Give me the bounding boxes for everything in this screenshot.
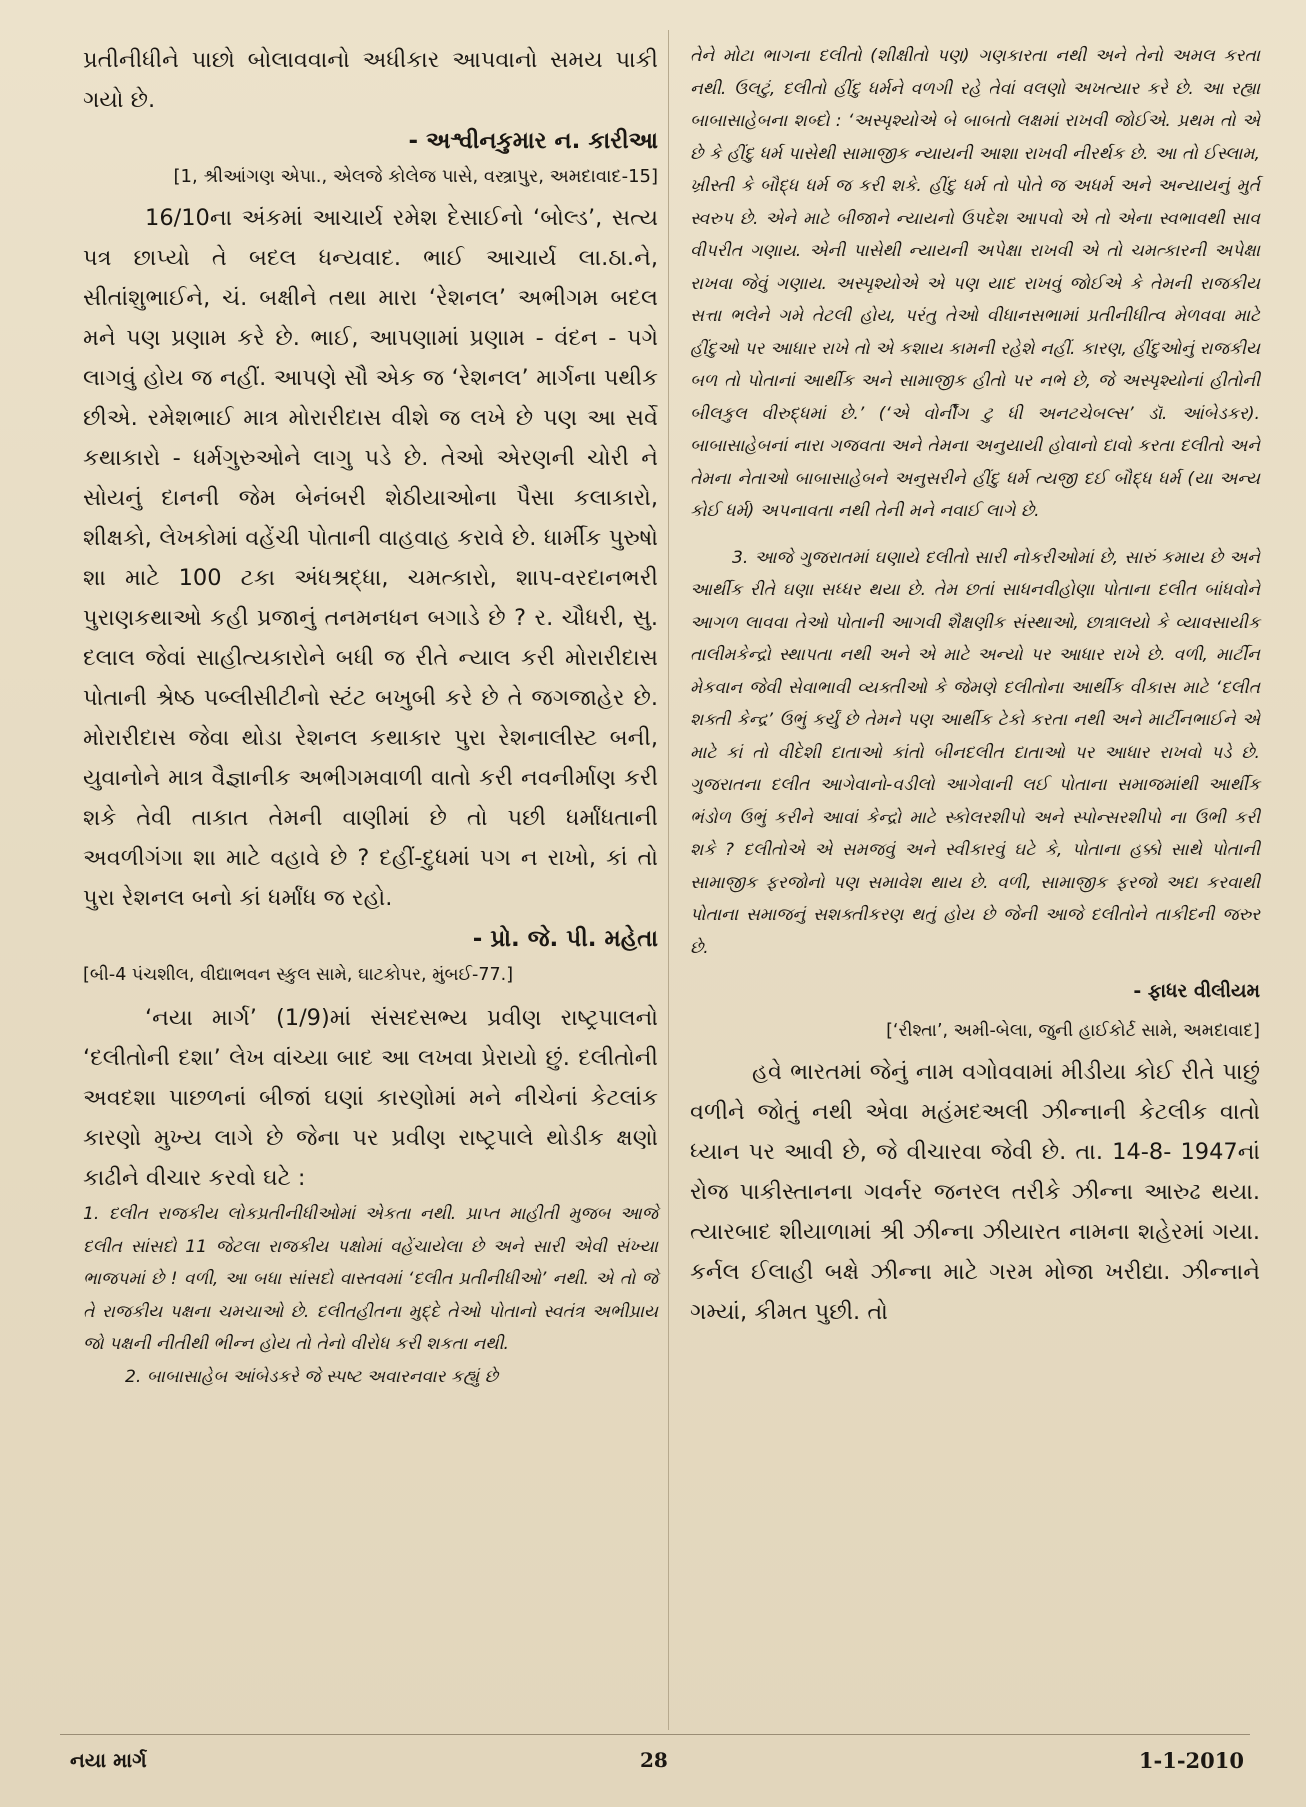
letter1-address: [1, શ્રીઆંગણ એપા., એલજે કોલેજ પાસે, વસ્ત્રાપુર, અમદાવાદ-15] (173, 166, 658, 187)
letter4-body: હવે ભારતમાં જેનું નામ વગોવવામાં મીડીયા કોઈ રીતે પાછું વળીને જોતું નથી એવા મહંમદઅલી ઝીન્નાની કેટલીક વાતો ધ્યાન પર આવી છે, જે વીચારવા જેવી છે. તા. 14-8- 1947નાં રોજ પાકીસ્તાનના ગવર્નર જનરલ તરીકે ઝીન્ના આરુઢ થયા. ત્યારબાદ શીયાળામાં શ્રી ઝીન્ના ઝીયારત નામના શહેરમાં ગયા. કર્નલ ઈલાહી બક્ષે ઝીન્ના માટે ગરમ મોજા ખરીદ્યા. ઝીન્નાને ગમ્યાં, કીમત પુછી. તો (690, 1059, 1260, 1325)
letter3-point3: 3. આજે ગુજરાતમાં ઘણાયે દલીતો સારી નોકરીઓમાં છે, સારું કમાય છે અને આર્થીક રીતે ઘણા સધ્ધર થયા છે. તેમ છતાં સાધનવીહોણા પોતાના દલીત બાંધવોને આગળ લાવવા તેઓ પોતાની આગવી શૈક્ષણીક સંસ્થાઓ, છાત્રાલયો કે વ્યાવસાયીક તાલીમકેન્દ્રો સ્થાપતા નથી અને એ માટે અન્યો પર આધાર રાખે છે. વળી, માર્ટીન મેકવાન જેવી સેવાભાવી વ્યક્તીઓ કે જેમણે દલીતોના આર્થીક વીકાસ માટે ‘દલીત શક્તી કેન્દ્ર’ ઉભું કર્યું છે તેમને પણ આર્થીક ટેકો કરતા નથી અને માર્ટીનભાઈને એ માટે કાં તો વીદેશી દાતાઓ કાંતો બીનદલીત દાતાઓ પર આધાર રાખવો પડે છે. ગુજરાતના દલીત આગેવાનો-વડીલો આગેવાની લઈ પોતાના સમાજમાંથી આર્થીક ભંડોળ ઉભું કરીને આવાં કેન્દ્રો માટે સ્કોલરશીપો અને સ્પોન્સરશીપો ના ઉભી કરી શકે ? દલીતોએ એ સમજવું અને સ્વીકારવું ઘટે કે, પોતાના હક્કો સાથે પોતાની સામાજીક ફરજોનો પણ સમાવેશ થાય છે. વળી, સામાજીક ફરજો અદા કરવાથી પોતાના સમાજનું સશક્તીકરણ થતું હોય છે જેની આજે દલીતોને તાકીદની જરુર છે. (690, 547, 1260, 958)
letter3-point2-start: 2. બાબાસાહેબ આંબેડકરે જે સ્પષ્ટ અવારનવાર કહ્યું છે (125, 1366, 498, 1387)
footer-page-number: 28 (640, 1748, 668, 1772)
letter3-point2-cont: તેને મોટા ભાગના દલીતો (શીક્ષીતો પણ) ગણકારતા નથી અને તેનો અમલ કરતા નથી. ઉલટું, દલીતો હીંદુ ધર્મને વળગી રહે તેવાં વલણો અખત્યાર કરે છે. આ રહ્યા બાબાસાહેબના શબ્દો : ‘અસ્પૃશ્યોએ બે બાબતો લક્ષમાં રાખવી જોઈએ. પ્રથમ તો એ છે કે હીંદુ ધર્મ પાસેથી સામાજીક ન્યાયની આશા રાખવી નીરર્થક છે. આ તો ઈસ્લામ, ખ્રીસ્તી કે બૌદ્ધ ધર્મ જ કરી શકે. હીંદુ ધર્મ તો પોતે જ અધર્મ અને અન્યાયનું મુર્ત સ્વરુપ છે. એને માટે બીજાને ન્યાયનો ઉપદેશ આપવો એ તો એના સ્વભાવથી સાવ વીપરીત ગણાય. એની પાસેથી ન્યાયની અપેક્ષા રાખવી એ તો ચમત્કારની અપેક્ષા રાખવા જેવું ગણાય. અસ્પૃશ્યોએ એ પણ યાદ રાખવું જોઈએ કે તેમની રાજકીય સત્તા ભલેને ગમે તેટલી હોય, પરંતુ તેઓ વીધાનસભામાં પ્રતીનીધીત્વ મેળવવા માટે હીંદુઓ પર આધાર રાખે તો એ કશાય કામની રહેશે નહીં. કારણ, હીંદુઓનું રાજકીય બળ તો પોતાનાં આર્થીક અને સામાજીક હીતો પર નભે છે, જે અસ્પૃશ્યોનાં હીતોની બીલકુલ વીરુદ્ધમાં છે.’ (‘એ વોર્નીંગ ટુ ધી અનટચેબલ્સ’ ડૉ. આંબેડકર). બાબાસાહેબનાં નારા ગજવતા અને તેમના અનુયાયી હોવાનો દાવો કરતા દલીતો અને તેમના નેતાઓ બાબાસાહેબને અનુસરીને હીંદુ ધર્મ ત્યજી દઈ બૌદ્ધ ધર્મ (યા અન્ય કોઈ ધર્મ) અપનાવતા નથી તેની મને નવાઈ લાગે છે. (690, 46, 1260, 521)
column-divider (668, 30, 669, 1730)
letter2-address: [બી-4 પંચશીલ, વીદ્યાભવન સ્કુલ સામે, ઘાટકોપર, મુંબઈ-77.] (83, 965, 514, 985)
left-column (83, 40, 658, 1393)
right-column (690, 40, 1260, 1332)
footer-date: 1-1-2010 (1138, 1748, 1244, 1773)
letter3-address: [‘રીશ્તા’, અમી-બેલા, જુની હાઈકોર્ટ સામે, અમદાવાદ] (886, 1021, 1260, 1041)
letter3-point1: 1. દલીત રાજકીય લોકપ્રતીનીધીઓમાં એકતા નથી. પ્રાપ્ત માહીતી મુજબ આજે દલીત સાંસદો 11 જેટલા રાજકીય પક્ષોમાં વહેંચાયેલા છે અને સારી એવી સંખ્યા ભાજપમાં છે ! વળી, આ બધા સાંસદો વાસ્તવમાં ‘દલીત પ્રતીનીધીઓ’ નથી. એ તો જે તે રાજકીય પક્ષના ચમચાઓ છે. દલીતહીતના મુદ્દે તેઓ પોતાનો સ્વતંત્ર અભીપ્રાય જો પક્ષની નીતીથી ભીન્ન હોય તો તેનો વીરોધ કરી શકતા નથી. (83, 1204, 658, 1354)
footer-rule (60, 1734, 1250, 1735)
letter2-body: 16/10ના અંકમાં આચાર્ય રમેશ દેસાઈનો ‘બોલ્ડ’, સત્ય પત્ર છાપ્યો તે બદલ ધન્યવાદ. ભાઈ આચાર્ય લા.ઠા.ને, સીતાંશુભાઈને, ચં. બક્ષીને તથા મારા ‘રેશનલ’ અભીગમ બદલ મને પણ પ્રણામ કરે છે. ભાઈ, આપણામાં પ્રણામ - વંદન - પગે લાગવું હોય જ નહીં. આપણે સૌ એક જ ‘રેશનલ’ માર્ગના પથીક છીએ. રમેશભાઈ માત્ર મોરારીદાસ વીશે જ લખે છે પણ આ સર્વે કથાકારો - ધર્મગુરુઓને લાગુ પડે છે. તેઓ એરણની ચોરી ને સોયનું દાનની જેમ બેનંબરી શેઠીયાઓના પૈસા કલાકારો, શીક્ષકો, લેખકોમાં વહેંચી પોતાની વાહવાહ કરાવે છે. ધાર્મીક પુરુષો શા માટે 100 ટકા અંધશ્રદ્ધા, ચમત્કારો, શાપ-વરદાનભરી પુરાણકથાઓ કહી પ્રજાનું તનમનધન બગાડે છે ? ર. ચૌધરી, સુ. દલાલ જેવાં સાહીત્યકારોને બધી જ રીતે ન્યાલ કરી મોરારીદાસ પોતાની શ્રેષ્ઠ પબ્લીસીટીનો સ્ટંટ બખુબી કરે છે તે જગજાહેર છે. મોરારીદાસ જેવા થોડા રેશનલ કથાકાર પુરા રેશનાલીસ્ટ બની, યુવાનોને માત્ર વૈજ્ઞાનીક અભીગમવાળી વાતો કરી નવનીર્માણ કરી શકે તેવી તાકાત તેમની વાણીમાં છે તો પછી ધર્માંધતાની અવળીગંગા શા માટે વહાવે છે ? દહીં-દુધમાં પગ ન રાખો, કાં તો પુરા રેશનલ બનો કાં ધર્માંધ જ રહો. (83, 205, 659, 911)
letter1-signature: - અશ્વીનકુમાર ન. કારીઆ (408, 128, 658, 154)
letter1-closing: પ્રતીનીધીને પાછો બોલાવવાનો અધીકાર આપવાનો સમય પાકી ગયો છે. (83, 47, 658, 113)
letter2-signature: - પ્રો. જે. પી. મહેતા (472, 926, 658, 952)
letter3-signature: - ફાધર વીલીયમ (1133, 980, 1260, 1002)
page-footer (0, 1740, 1306, 1780)
footer-magazine-name: નયા માર્ગ (70, 1748, 147, 1772)
letter3-intro: ‘નયા માર્ગ’ (1/9)માં સંસદસભ્ય પ્રવીણ રાષ્ટ્રપાલનો ‘દલીતોની દશા’ લેખ વાંચ્યા બાદ આ લખવા પ્રેરાયો છું. દલીતોની અવદશા પાછળનાં બીજાં ઘણાં કારણોમાં મને નીચેનાં કેટલાંક કારણો મુખ્ય લાગે છે જેના પર પ્રવીણ રાષ્ટ્રપાલે થોડીક ક્ષણો કાઢીને વીચાર કરવો ઘટે : (83, 1005, 658, 1191)
